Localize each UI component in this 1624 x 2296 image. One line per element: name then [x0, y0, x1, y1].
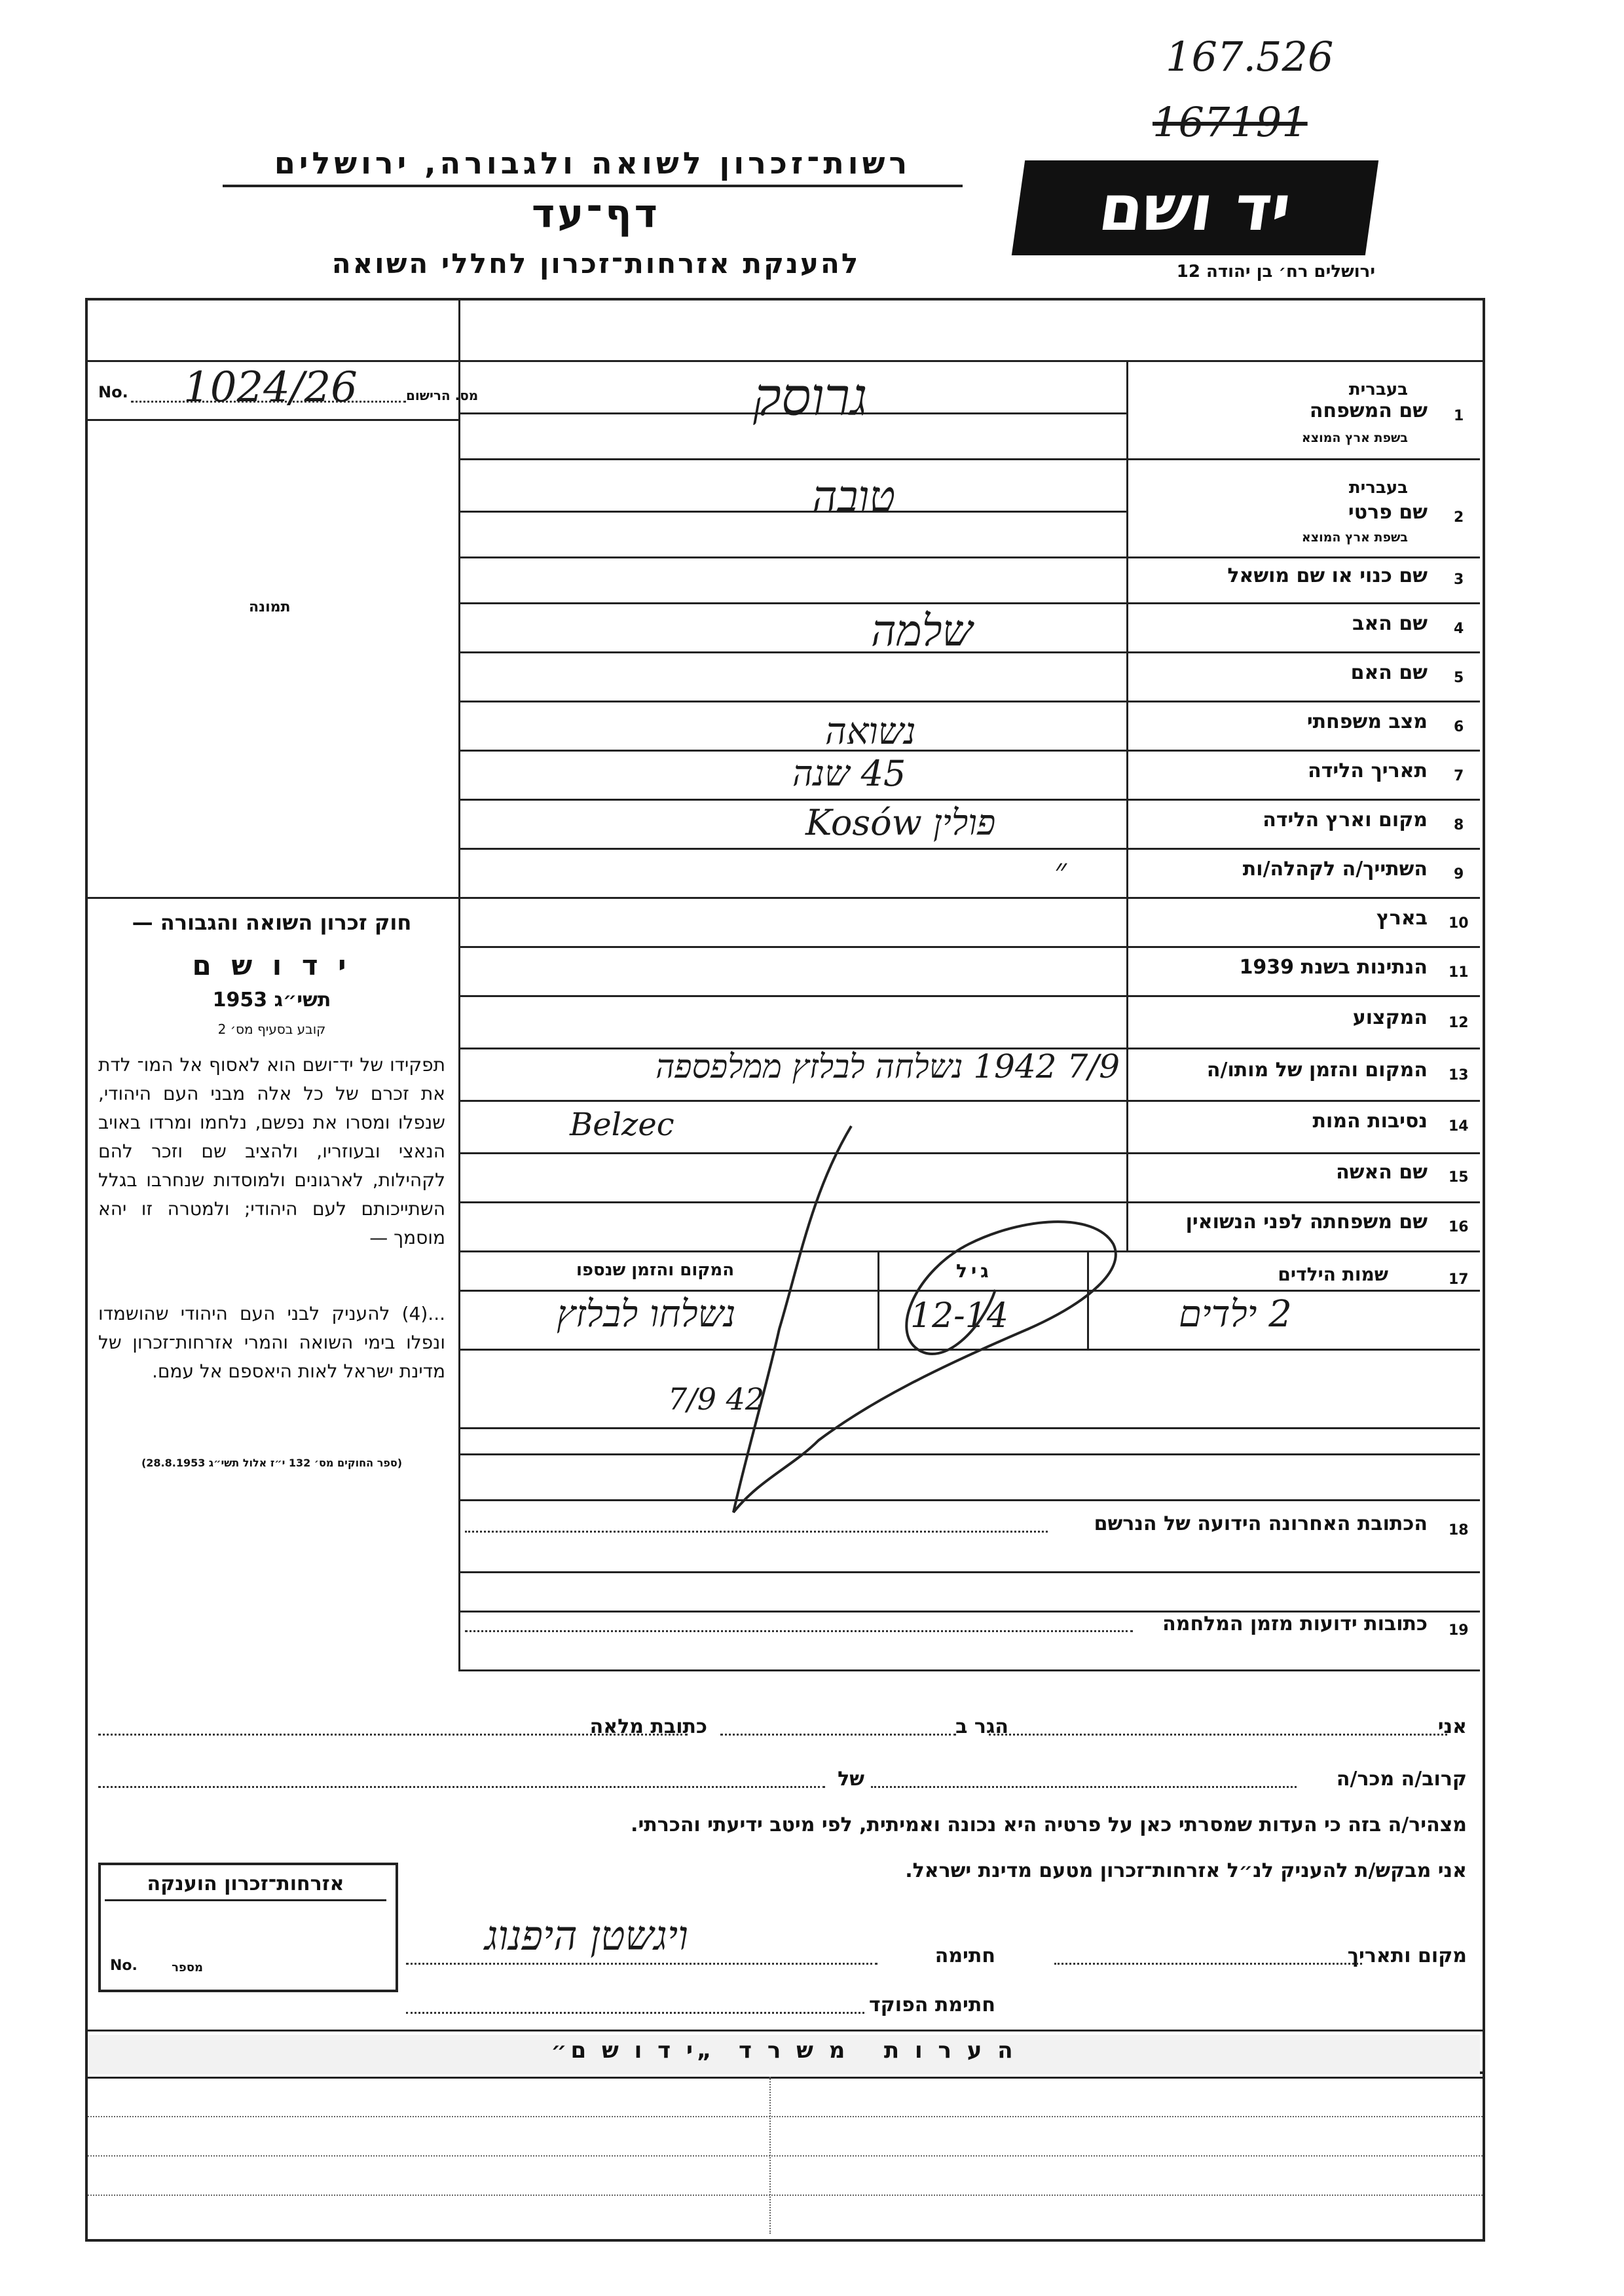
doc-subtitle: להענקת אזרחות־זכרון לחללי השואה	[331, 247, 860, 280]
declaration-gar-b: הגר ב	[955, 1715, 1008, 1738]
field-5-number: 5	[1454, 670, 1464, 686]
declaration-ani: אני	[1437, 1715, 1467, 1738]
field-13-label: המקום והזמן של מותו/ה	[1206, 1059, 1428, 1082]
declaration-full-address: כתובת מלאה	[589, 1715, 707, 1738]
field-2-label: שם פרטי	[1348, 501, 1428, 524]
law-clause: קובע בסעיף מס׳ 2	[217, 1021, 326, 1037]
field-9-value: ״	[1054, 851, 1067, 889]
field-8-value: פולין Kosów	[805, 802, 996, 843]
field-1-number: 1	[1454, 408, 1464, 424]
field-11-number: 11	[1449, 964, 1469, 981]
children-names-header: שמות הילדים	[1278, 1264, 1388, 1285]
field-7-value: 45 שנה	[792, 753, 906, 794]
field-8-number: 8	[1454, 817, 1464, 833]
field-18-label: הכתובת האחרונה הידועה של הנרשם	[1094, 1512, 1428, 1535]
field-3-number: 3	[1454, 572, 1464, 588]
declaration-request: אני מבקש/ת להעניק לנ״ל אזרחות־זכרון מטעם מדינת ישראל.	[905, 1859, 1467, 1882]
field-8-label: מקום וארץ הלידה	[1263, 809, 1428, 831]
law-text-2: ...(4) להעניק לבני העם היהודי שהושמדו ונפלו בימי השואה והמרי אזרחות־זכרון של מדינת ישראל לאות היאספם אל עמם.	[98, 1303, 445, 1382]
field-1-sub-hebrew: בעברית	[1348, 380, 1408, 399]
field-10-label: בארץ	[1376, 907, 1428, 930]
field-2-value: טובה	[812, 471, 896, 522]
field-17-number: 17	[1449, 1271, 1469, 1288]
citizenship-number-label: מספר	[172, 1961, 203, 1975]
children-age-header: גיל	[956, 1260, 993, 1282]
stamp-number-crossed: 167191	[1153, 98, 1308, 146]
children-date-value: 7/9 42	[668, 1381, 765, 1417]
logo-address: ירושלים רח׳ בן יהודה 12	[1176, 262, 1375, 282]
office-notes-title: ה ע ר ו ת מ ש ר ד „י ד ו ש ם״	[551, 2037, 1017, 2064]
children-names-value: 2 ילדים	[1179, 1293, 1292, 1336]
law-title: חוק זכרון השואה והגבורה —	[132, 910, 412, 935]
field-15-label: שם האשה	[1336, 1161, 1428, 1184]
field-13-number: 13	[1449, 1067, 1469, 1084]
signature-value: ויגשטן היפנוג	[485, 1912, 688, 1959]
law-source: (ספר החוקים מס׳ 132 י״ז אלול תשי״ג 28.8.1953)	[141, 1457, 403, 1469]
field-2-sub-hebrew: בעברית	[1348, 478, 1408, 498]
field-1-label: שם המשפחה	[1309, 399, 1428, 422]
field-2-number: 2	[1454, 509, 1464, 526]
field-13-value-2: Belzec	[570, 1106, 674, 1143]
field-19-number: 19	[1449, 1622, 1469, 1639]
field-16-label: שם משפחתה לפני הנשואין	[1185, 1211, 1428, 1233]
children-place-value: נשלחו לבלזץ	[557, 1293, 736, 1336]
field-16-number: 16	[1449, 1219, 1469, 1235]
children-place-header: המקום והזמן שנספו	[576, 1260, 735, 1280]
field-6-label: מצב משפחתי	[1306, 710, 1428, 733]
yad-vashem-logo: יד ושם	[1012, 160, 1378, 255]
signature-label: חתימה	[934, 1944, 995, 1967]
field-4-value: שלמה	[871, 606, 973, 656]
registry-label: מס. הרישום	[406, 388, 479, 403]
field-11-label: הנתינות בשנת 1939	[1239, 956, 1428, 979]
field-12-number: 12	[1449, 1015, 1469, 1031]
place-date-label: מקום ותאריך	[1347, 1944, 1467, 1967]
field-2-sub-origin: בשפת ארץ המוצא	[1301, 530, 1408, 545]
declaration-statement: מצהיר/ה בזה כי העדות שמסרתי כאן על פרטיה היא נכונה ואמיתית, לפי מיטב ידיעתי והכרתי.	[631, 1813, 1467, 1836]
field-4-label: שם האב	[1352, 612, 1428, 635]
field-14-label: נסיבות המות	[1312, 1110, 1428, 1133]
law-org: י ד ו ש ם	[192, 949, 352, 981]
registry-number: 1024/26	[183, 363, 358, 412]
stamp-number: 167.526	[1166, 33, 1334, 81]
registry-no-label: No.	[98, 383, 128, 401]
field-18-number: 18	[1449, 1522, 1469, 1539]
authority-title: רשות־זכרון לשואה ולגבורה, ירושלים	[223, 145, 963, 187]
field-4-number: 4	[1454, 621, 1464, 637]
declaration-relative: קרוב/ה מכר/ה	[1336, 1768, 1467, 1791]
pen-scribble	[720, 1113, 1146, 1532]
citizenship-title: אזרחות־זכרון הוענקה	[105, 1872, 386, 1901]
field-6-number: 6	[1454, 719, 1464, 735]
children-age-value: 12-14	[910, 1296, 1008, 1336]
field-13-value: 7/9 1942 נשלחה לבלזץ ממלפספה	[655, 1048, 1120, 1085]
field-9-number: 9	[1454, 866, 1464, 883]
field-5-label: שם האם	[1350, 661, 1428, 684]
field-15-number: 15	[1449, 1169, 1469, 1186]
photo-label: תמונה	[249, 599, 291, 615]
law-year: תשי״ג 1953	[212, 989, 331, 1011]
field-3-label: שם כנוי או שם מושאל	[1227, 564, 1428, 587]
field-19-label: כתובות ידועות מזמן המלחמה	[1162, 1613, 1428, 1635]
citizenship-no-label: No.	[110, 1958, 138, 1974]
field-12-label: המקצוע	[1352, 1006, 1428, 1029]
law-text-1: תפקידו של יד־ושם הוא לאסוף אל המו־ לדת את זכרם של כל אלה מבני העם היהודי, שנפלו ומסרו את נפשם, נלחמו ומרדו באויב הנאצי ובעוזריו, ולהציב שם וזכר להם לקהילות, לארגונים ולמוסדות שנחרבו בגלל השתייכותם לעם היהודי; ולמטרה זו יהא מוסמך —	[98, 1054, 445, 1248]
field-7-label: תאריך הלידה	[1308, 759, 1428, 782]
field-1-value: גרוסק	[753, 367, 868, 428]
office-notes-frame	[85, 2030, 1485, 2242]
field-1-sub-origin: בשפת ארץ המוצא	[1301, 431, 1408, 445]
field-9-label: השתייך/ה לקהלה/ות	[1242, 858, 1428, 881]
declaration-of: של	[838, 1768, 864, 1791]
field-14-number: 14	[1449, 1118, 1469, 1135]
field-10-number: 10	[1449, 915, 1469, 932]
field-7-number: 7	[1454, 768, 1464, 784]
field-6-value: נשואה	[825, 710, 916, 753]
doc-title: דף־עד	[532, 191, 660, 237]
officer-signature-label: חתימת הפוקד	[869, 1994, 995, 2016]
